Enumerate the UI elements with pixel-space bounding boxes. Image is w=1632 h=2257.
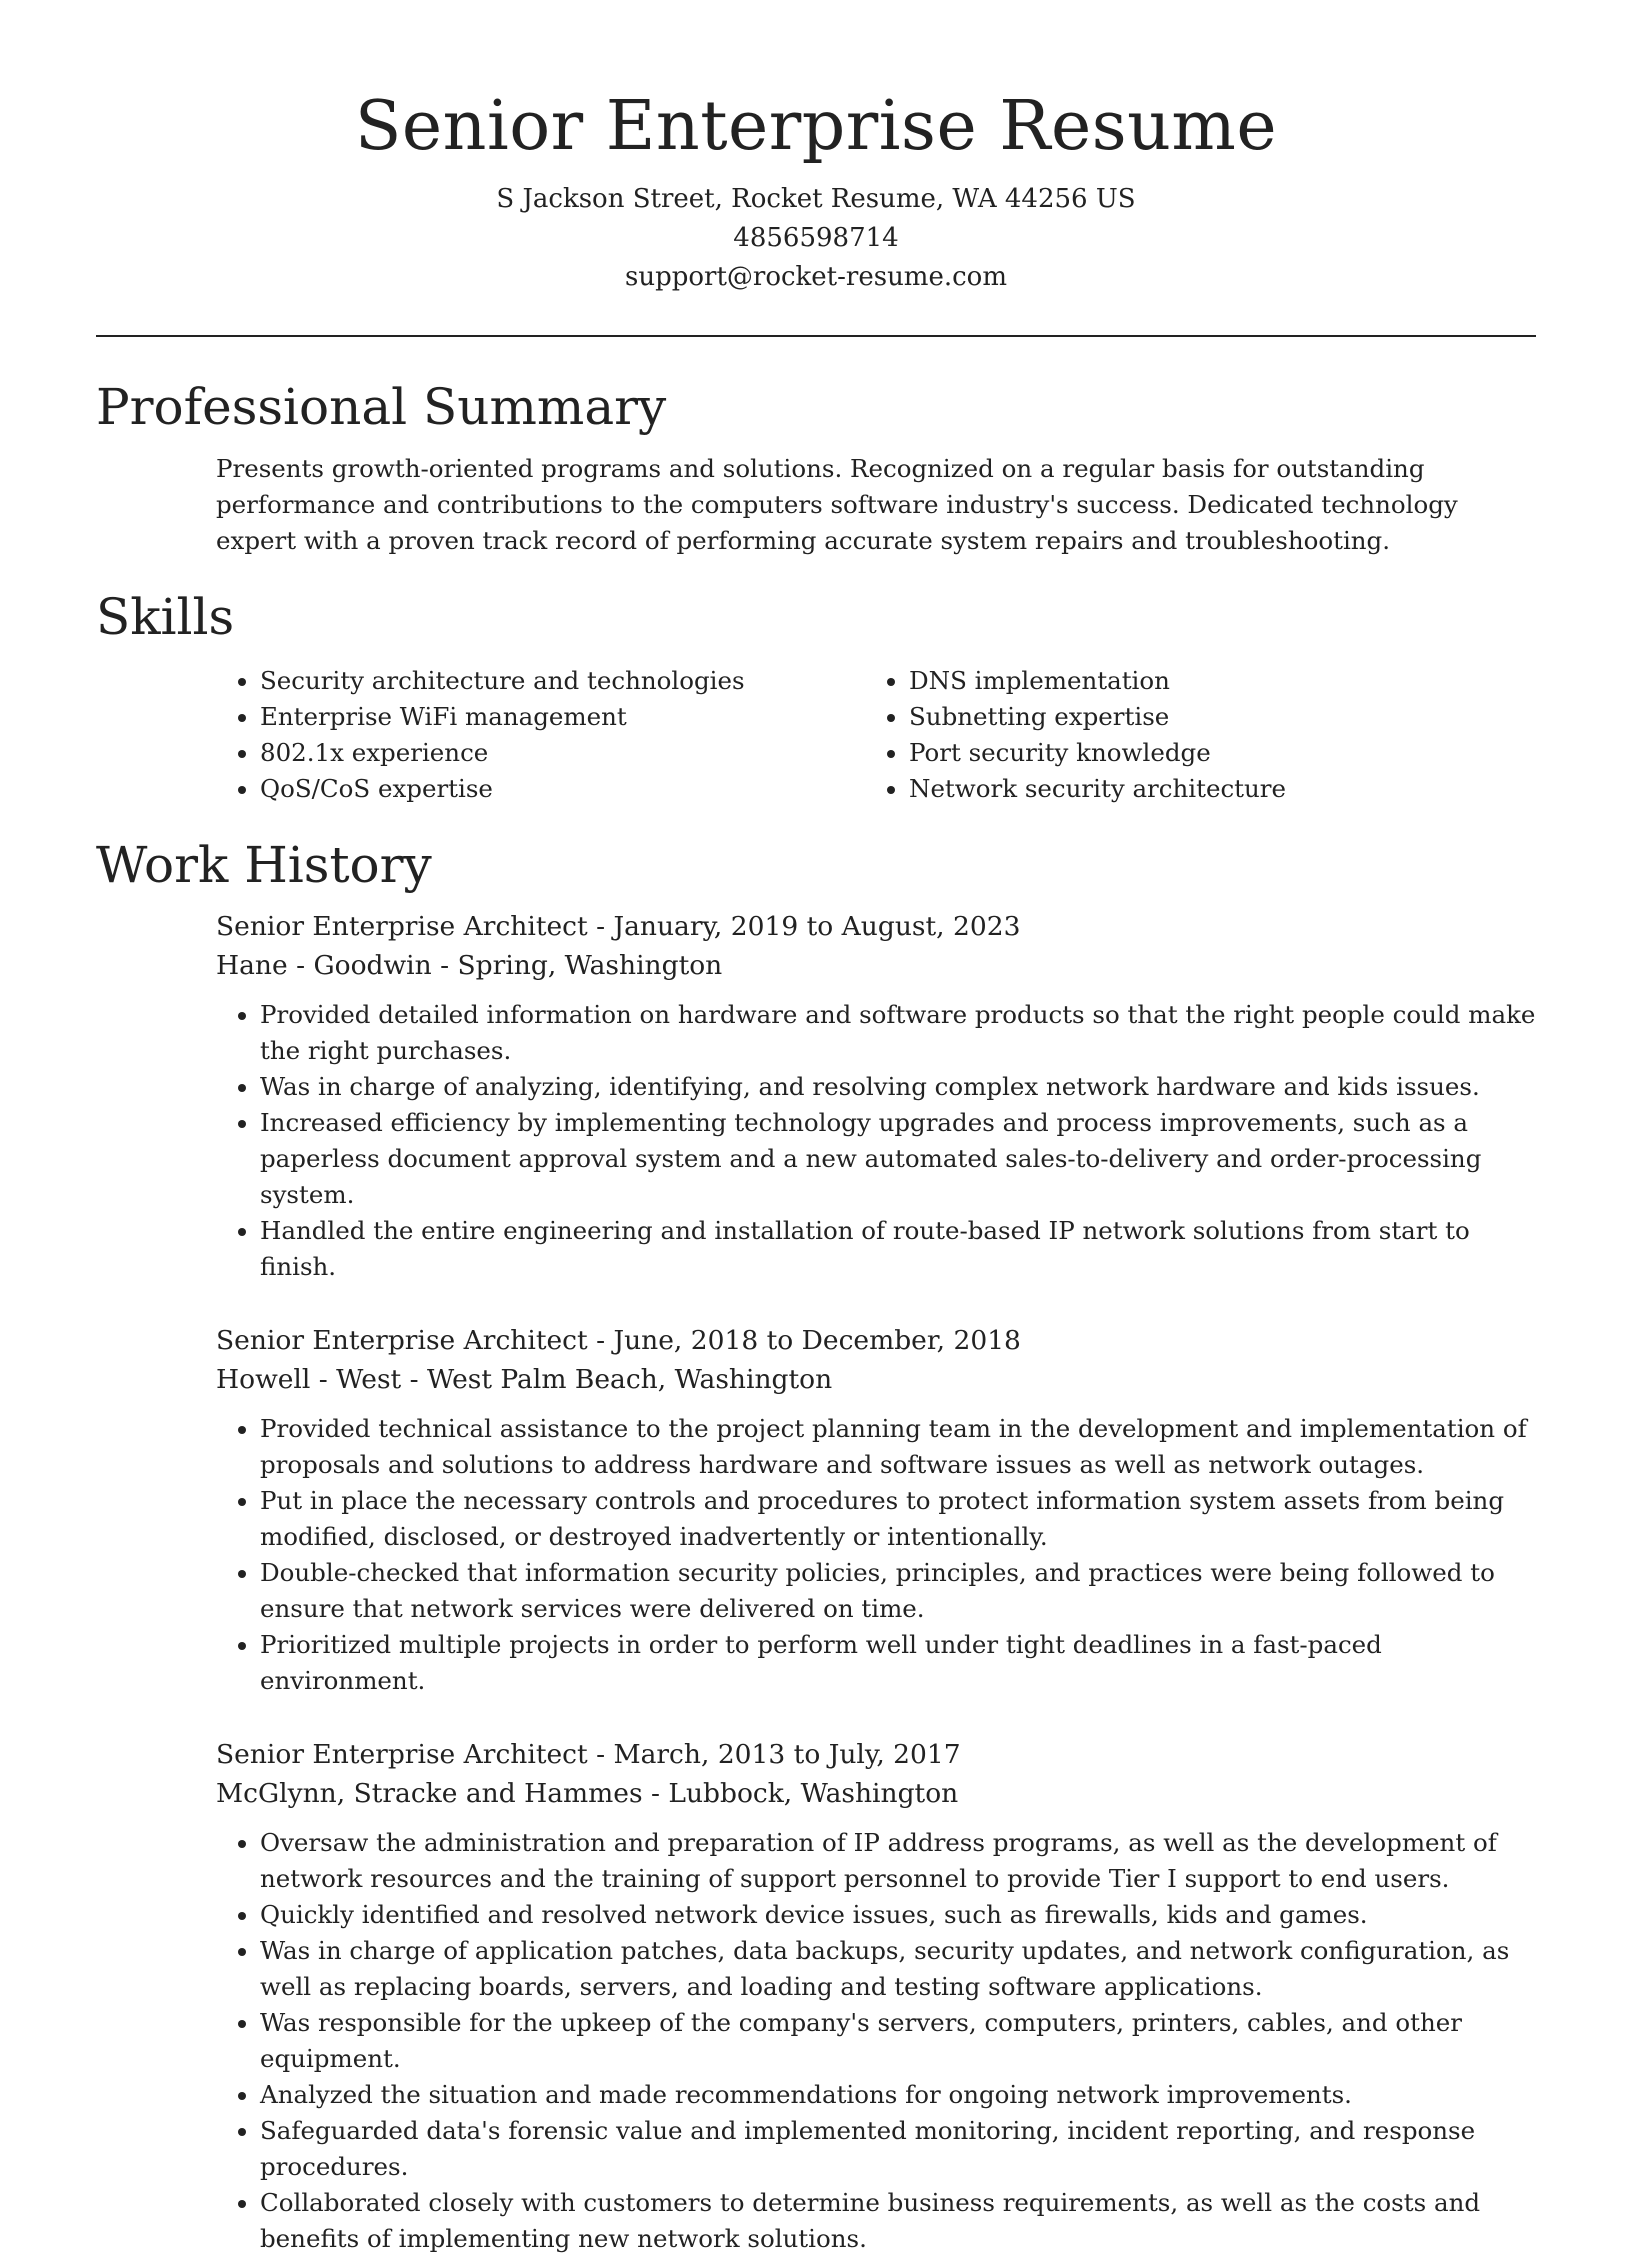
summary-heading: Professional Summary xyxy=(96,378,667,436)
job-bullet: • Handled the entire engineering and installation of route-based IP network solutions from start to finish. xyxy=(260,1213,1541,1285)
resume-page xyxy=(96,0,1536,2257)
skill-item: • Network security architecture xyxy=(909,771,1509,807)
resume-header xyxy=(96,0,1536,297)
header-divider xyxy=(96,335,1536,337)
job-bullet: • Safeguarded data's forensic value and implemented monitoring, incident reporting, and response procedures. xyxy=(260,2113,1541,2185)
summary-section xyxy=(96,375,1536,559)
work-history-heading: Work History xyxy=(96,836,432,894)
skills-section xyxy=(96,585,1536,807)
job-title-line: Senior Enterprise Architect - June, 2018 to December, 2018 xyxy=(216,1325,1021,1356)
job-company-line: Howell - West - West Palm Beach, Washington xyxy=(216,1364,833,1395)
work-history-section xyxy=(96,833,1536,2257)
job-bullet: • Analyzed the situation and made recommendations for ongoing network improvements. xyxy=(260,2077,1541,2113)
skill-item: • Port security knowledge xyxy=(909,735,1509,771)
skills-heading: Skills xyxy=(96,588,235,646)
job-bullet-list xyxy=(216,1825,1541,2257)
job-bullet: • Was in charge of application patches, data backups, security updates, and network configuration, as well as replacing boards, servers, and loading and testing software applications. xyxy=(260,1933,1541,2005)
job-bullet: • Oversaw the administration and preparation of IP address programs, as well as the development of network resources and the training of support personnel to provide Tier I support to end users. xyxy=(260,1825,1541,1897)
summary-text: Presents growth-oriented programs and solutions. Recognized on a regular basis for outstanding performance and contributions to the computers software industry's success. Dedicated technology expert with a proven track record of performing accurate system repairs and troubleshooting. xyxy=(216,454,1458,555)
job-bullet: • Provided detailed information on hardware and software products so that the right people could make the right purchases. xyxy=(260,997,1541,1069)
skill-item: • QoS/CoS expertise xyxy=(260,771,865,807)
skills-list-right xyxy=(865,663,1509,807)
skill-item: • Security architecture and technologies xyxy=(260,663,865,699)
resume-name: Senior Enterprise Resume xyxy=(354,87,1278,166)
job-bullet: • Double-checked that information security policies, principles, and practices were being followed to ensure that network services were delivered on time. xyxy=(260,1555,1541,1627)
job-entry xyxy=(216,1321,1541,1699)
contact-address: S Jackson Street, Rocket Resume, WA 44256 US xyxy=(496,184,1136,214)
contact-phone: 4856598714 xyxy=(733,223,899,253)
job-company-line: Hane - Goodwin - Spring, Washington xyxy=(216,950,723,981)
job-title-line: Senior Enterprise Architect - January, 2019 to August, 2023 xyxy=(216,911,1021,942)
job-bullet: • Prioritized multiple projects in order to perform well under tight deadlines in a fast-paced environment. xyxy=(260,1627,1541,1699)
contact-block xyxy=(96,180,1536,297)
job-entry xyxy=(216,1735,1541,2257)
job-bullet: • Increased efficiency by implementing technology upgrades and process improvements, such as a paperless document approval system and a new automated sales-to-delivery and order-processing system. xyxy=(260,1105,1541,1213)
job-entry xyxy=(216,907,1541,1285)
job-title-line: Senior Enterprise Architect - March, 2013 to July, 2017 xyxy=(216,1739,961,1770)
contact-email: support@rocket-resume.com xyxy=(624,262,1007,292)
skills-list-left xyxy=(216,663,865,807)
job-bullet: • Provided technical assistance to the project planning team in the development and implementation of proposals and solutions to address hardware and software issues as well as network outages. xyxy=(260,1411,1541,1483)
job-bullet: • Was responsible for the upkeep of the company's servers, computers, printers, cables, and other equipment. xyxy=(260,2005,1541,2077)
job-bullet: • Quickly identified and resolved network device issues, such as firewalls, kids and games. xyxy=(260,1897,1541,1933)
job-company-line: McGlynn, Stracke and Hammes - Lubbock, Washington xyxy=(216,1778,959,1809)
job-bullet-list xyxy=(216,997,1541,1285)
job-bullet: • Put in place the necessary controls and procedures to protect information system assets from being modified, disclosed, or destroyed inadvertently or intentionally. xyxy=(260,1483,1541,1555)
job-bullet-list xyxy=(216,1411,1541,1699)
skill-item: • DNS implementation xyxy=(909,663,1509,699)
skill-item: • Enterprise WiFi management xyxy=(260,699,865,735)
skills-columns xyxy=(216,663,1536,807)
skill-item: • Subnetting expertise xyxy=(909,699,1509,735)
job-bullet: • Was in charge of analyzing, identifying, and resolving complex network hardware and kids issues. xyxy=(260,1069,1541,1105)
skill-item: • 802.1x experience xyxy=(260,735,865,771)
job-bullet: • Collaborated closely with customers to determine business requirements, as well as the costs and benefits of implementing new network solutions. xyxy=(260,2185,1541,2257)
